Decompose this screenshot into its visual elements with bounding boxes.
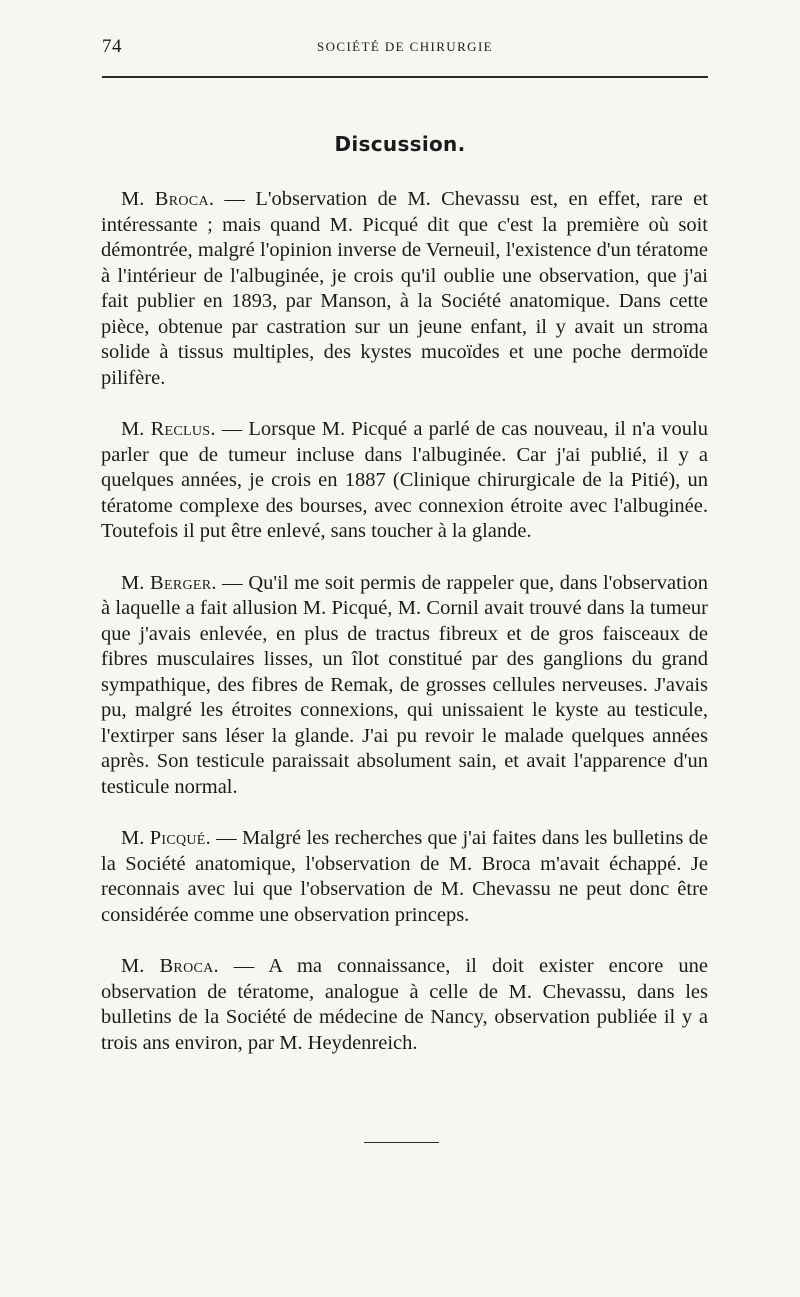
paragraph-text: . — A ma connaissance, il doit exister encore une observation de tératome, analogue à celle de M. Chevassu, dans les bulletins de la Société de médecine de Nancy, observation publiée il y a trois ans environ, par M. Heydenreich.	[101, 955, 708, 1054]
section-title: Discussion.	[334, 132, 466, 156]
speaker-prefix: M.	[121, 418, 151, 440]
speaker-name: Broca	[159, 955, 214, 977]
running-head	[102, 36, 708, 58]
paragraph-text: . — L'observation de M. Chevassu est, en effet, rare et intéressante ; mais quand M. Picqué dit que c'est la première où soit démontrée, malgré l'opinion inverse de Verneuil, l'existence d'un tératome à l'intérieur de l'albuginée, je crois qu'il oublie une observation, que j'ai fait publier en 1893, par Manson, à la Société anatomique. Dans cette pièce, obtenue par castration sur un jeune enfant, il y avait un stroma solide à tissus multiples, des kystes mucoïdes et une poche dermoïde pilifère.	[101, 188, 708, 389]
speaker-name: Broca	[154, 188, 209, 210]
discussion-body	[101, 187, 708, 1082]
journal-title: SOCIÉTÉ DE CHIRURGIE	[316, 39, 494, 54]
paragraph-broca-1	[101, 187, 708, 391]
paragraph-picque	[101, 826, 708, 928]
end-rule	[364, 1142, 439, 1143]
paragraph-text: . — Malgré les recherches que j'ai faites dans les bulletins de la Société anatomique, l'observation de M. Broca m'avait échappé. Je reconnais avec lui que l'observation de M. Chevassu ne peut donc être considérée comme une observation princeps.	[101, 827, 708, 926]
paragraph-reclus	[101, 417, 708, 545]
page-number: 74	[102, 36, 122, 57]
paragraph-text: . — Lorsque M. Picqué a parlé de cas nouveau, il n'a voulu parler que de tumeur incluse dans l'albuginée. Car j'ai publié, il y a quelques années, je crois en 1887 (Clinique chirurgicale de la Pitié), un tératome complexe des bourses, avec connexion étroite avec l'albuginée. Toutefois il put être enlevé, sans toucher à la glande.	[101, 418, 708, 542]
paragraph-broca-2	[101, 954, 708, 1056]
speaker-prefix: M.	[121, 955, 160, 977]
speaker-name: Berger	[150, 571, 212, 594]
speaker-name: Reclus	[150, 418, 211, 440]
paragraph-berger	[101, 571, 708, 801]
speaker-prefix: M.	[121, 827, 150, 849]
paragraph-text: . — Qu'il me soit permis de rappeler que, dans l'observation à laquelle a fait allusion M. Picqué, M. Cornil avait trouvé dans la tumeur que j'avais enlevée, en plus de tractus fibreux et de gros faisceaux de fibres musculaires lisses, un îlot constitué par des ganglions du grand sympathique, des fibres de Remak, de grosses cellules nerveuses. J'avais pu, malgré les étroites connexions, qui unissaient le kyste au testicule, l'extirper sans léser la glande. J'ai pu revoir le malade quelques années après. Son testicule paraissait absolument sain, et avait l'apparence d'un testicule normal.	[101, 571, 708, 798]
speaker-prefix: M.	[121, 188, 155, 210]
speaker-prefix: M.	[121, 571, 151, 594]
header-rule	[102, 76, 708, 78]
speaker-name: Picqué	[149, 827, 206, 849]
